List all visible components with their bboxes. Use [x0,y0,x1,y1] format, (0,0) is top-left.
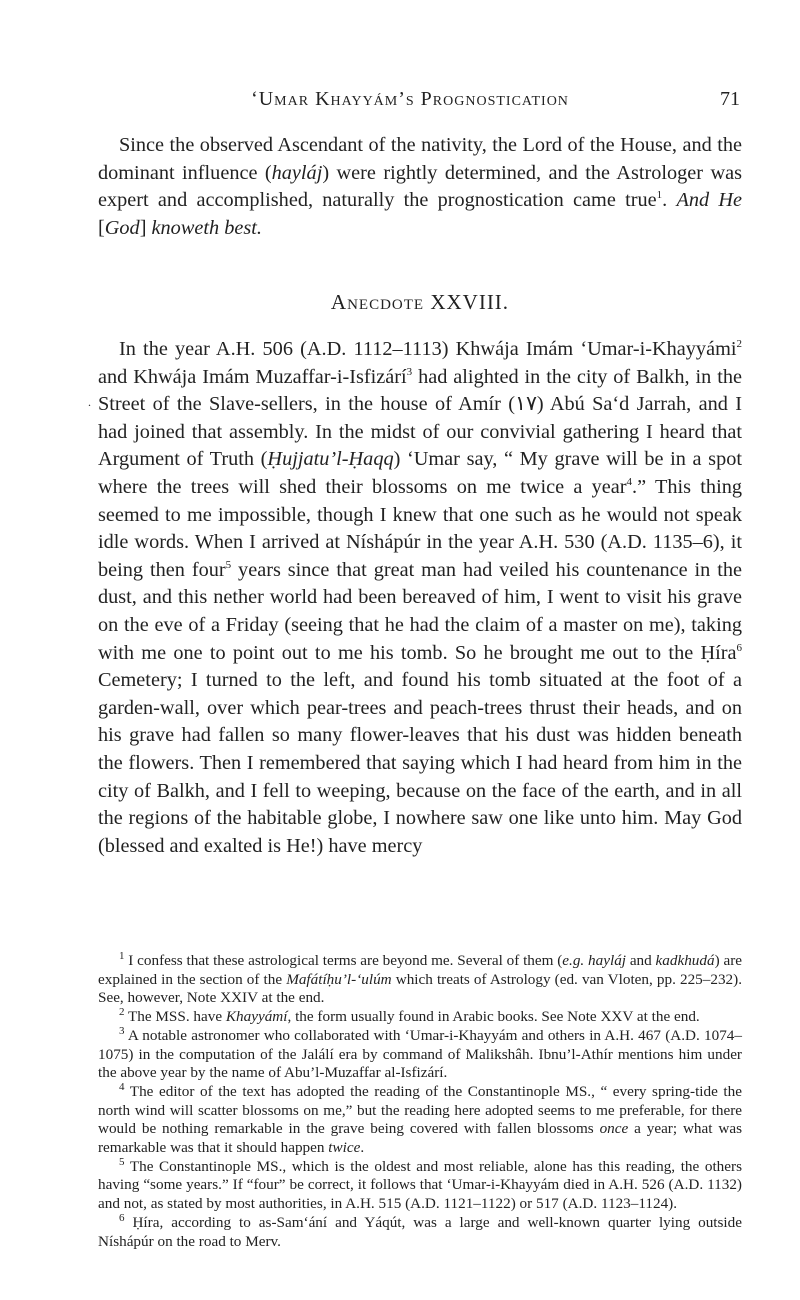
text-run: , the form usually found in Arabic books. See Note XXV at the end. [287,1008,700,1026]
text-run: . [360,1139,365,1157]
italic-term: kadkhudá [655,952,715,969]
text-run: and Khwája Imám Muzaffar-i-Isfizárí [98,365,407,388]
text-run: which treats of Astrology (ed. van Vloten, pp. 225–232). See, however, Note XXIV at the end. [98,970,742,1007]
text-run: and [626,952,656,969]
italic-phrase: And He [676,189,743,212]
text-run: The MSS. have [124,1008,226,1026]
italic-phrase: twice [328,1139,361,1157]
footnote-number: 1 [119,949,125,962]
text-run: Since the observed Ascendant of the nativity, the Lord of the House, and the dominant influence ( [98,134,742,184]
text-run: The editor of the text has adopted the reading of the Constantinople MS., “ every spring-tide the north wind will scatter blossoms on me,” but the reading here adopted seems to me preferable, for there would be nothing remarkable in the grave being covered with fallen blossoms [98,1082,742,1138]
text-run: . [662,189,677,212]
text-run: ) ‘Umar say, “ My grave will be in a spot where the trees will shed their blossoms on me twice a year [98,448,742,498]
footnote-6 [98,1211,742,1251]
footnote-1 [98,949,742,1008]
footnote-number: 2 [119,1006,125,1019]
footnote-ref: 2 [736,338,742,351]
footnote-2 [98,1008,742,1027]
footnote-ref: 4 [626,476,633,489]
text-run: a year; what was remarkable was that it should happen [98,1120,742,1157]
italic-term: hayláj [588,952,627,969]
paragraph [98,336,742,860]
footnote-5 [98,1155,742,1214]
page-number: 71 [720,88,740,110]
footnote-ref: 5 [225,558,232,571]
footnote-4 [98,1080,742,1158]
text-run: Ḥíra, according to as-Sam‘ání and Yáqút, was a large and well-known quarter lying outside Níshápúr on the road to Merv. [98,1213,742,1250]
text-run: .” This thing seemed to me impossible, though I knew that one such as he would not speak idle words. When I arrived at Níshápúr in the year A.H. 530 (A.D. 1135–6), it being then four [98,475,742,581]
footnote-number: 3 [119,1024,125,1037]
italic-term: Khayyámí [225,1008,288,1026]
text-run: The Constantinople MS., which is the oldest and most reliable, alone has this reading, the others having “some years.” If “four” be correct, it follows that ‘Umar-i-Khayyám died in A.H. 526 (A.D. 1132) and not, as stated by most authorities, in A.H. 515 (A.D. 1121–1122) or 517 (A.D. 1123–1124). [98,1157,742,1213]
footnote-number: 6 [119,1211,125,1224]
italic-phrase: knoweth best. [151,216,262,239]
opening-paragraph [98,132,742,242]
footnote-number: 5 [119,1155,125,1168]
text-run: years since that great man had veiled his countenance in the dust, and this nether world had been bereaved of him, I went to visit his grave on the eve of a Friday (seeing that he had the claim of a master on me), taking with me one to point out to me his tomb. So he brought me out to the Ḥíra [98,558,743,664]
margin-dot: . [88,395,91,409]
running-title: ‘Umar Khayyám’s Prognostication [251,88,569,110]
text-run: I confess that these astrological terms are beyond me. Several of them ( [124,952,563,969]
running-head [140,88,740,120]
text-run: ] [139,216,152,239]
italic-phrase: God [104,216,140,239]
italic-phrase: e.g. [562,952,585,969]
footnote-ref: 3 [406,365,413,378]
paragraph [98,132,742,242]
footnote-number: 4 [119,1080,125,1093]
footnote-3 [98,1024,742,1083]
text-run: A notable astronomer who collaborated with ‘Umar-i-Khayyám and others in A.H. 467 (A.D. 1074–1075) in the computation of the Jalálí era by command of Malikshâh. Ibnu’l-Athír mentions him under the above year by the name of Abu’l-Muzaffar al-Isfizárí. [98,1026,742,1082]
italic-term: hayláj [271,161,323,184]
text-run: ) are explained in the section of the [98,952,742,988]
text-run: had alighted in the city of Balkh, in the Street of the Slave-sellers, in the house of Amír (١٧) Abú Sa‘d Jarrah, and I had joined that assembly. In the midst of our convivial gathering I heard that Argument of Truth ( [98,365,742,471]
text-run: ) were rightly determined, and the Astrologer was expert and accomplished, naturally the prognostication came true [98,161,742,212]
text-run: [ [98,216,105,239]
footnotes [98,949,742,1251]
section-heading: Anecdote XXVIII. [330,290,510,314]
italic-term: Ḥujjatu’l-Ḥaqq [267,448,394,471]
footnote-ref: 6 [736,641,742,654]
anecdote-paragraph [98,336,742,860]
text-run: In the year A.H. 506 (A.D. 1112–1113) Khwája Imám ‘Umar-i-Khayyámi [119,338,737,360]
footnote-ref: 1 [656,189,663,202]
text-run: Cemetery; I turned to the left, and found his tomb situated at the foot of a garden-wall, over which pear-trees and peach-trees thrust their heads, and on his grave had fallen so many flower-leaves that his dust was hidden beneath the flowers. Then I remembered that saying which I had heard from him in the city of Balkh, and I fell to weeping, because on the face of the earth, and in all the regions of the habitable globe, I nowhere saw one like unto him. May God (blessed and exalted is He!) have mercy [98,669,742,857]
italic-title: Mafátíḥu’l-‘ulúm [286,970,392,988]
italic-phrase: once [599,1120,629,1138]
